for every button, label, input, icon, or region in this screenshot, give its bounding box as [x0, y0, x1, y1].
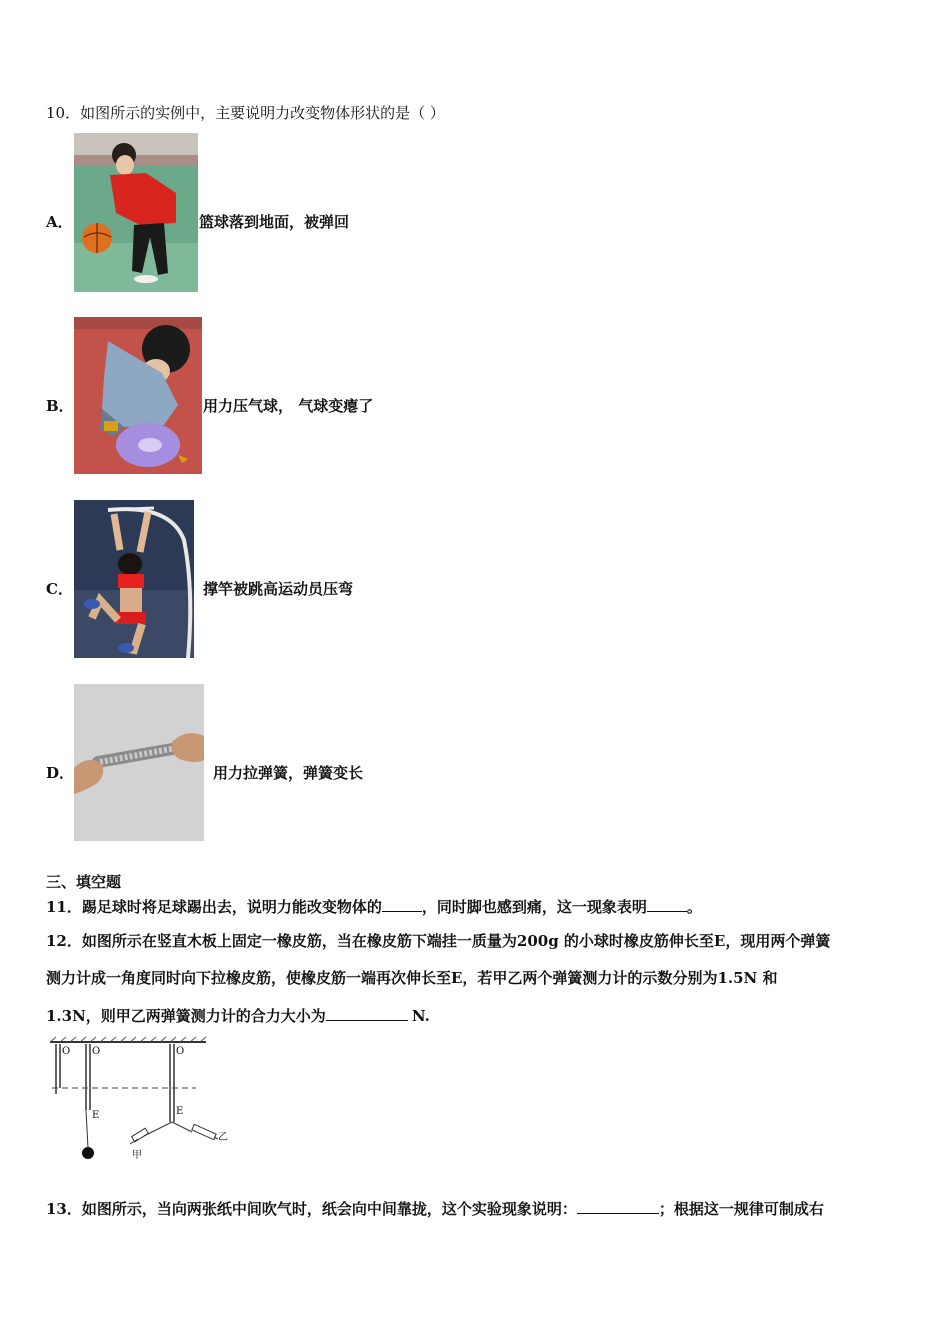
fig-label-jia: 甲 [132, 1150, 142, 1161]
q10-stem: 10．如图所示的实例中，主要说明力改变物体形状的是（ ） [46, 104, 445, 122]
rubber-band-figure [46, 1036, 236, 1164]
pole-vault-photo [74, 500, 194, 658]
section-title: 三、填空题 [46, 873, 122, 891]
balloon-photo [74, 317, 202, 474]
q13-part1: 13．如图所示，当向两张纸中间吹气时，纸会向中间靠拢，这个实验现象说明： [46, 1200, 577, 1218]
option-c-letter: C． [46, 580, 73, 598]
fig-label-o-3: O [176, 1046, 185, 1057]
q13-part2: ；根据这一规律可制成右 [658, 1200, 824, 1218]
q11-text [46, 896, 702, 917]
q12-unit: N. [411, 1007, 430, 1025]
option-a-letter: A． [46, 213, 73, 231]
q11-part3: 。 [686, 898, 702, 916]
q13-blank[interactable] [577, 1199, 659, 1214]
q12-line-1: 12．如图所示在竖直木板上固定一橡皮筋，当在橡皮筋下端挂一质量为200g 的小球时橡皮筋伸长至E，现用两个弹簧 [46, 932, 831, 950]
q11-blank-1[interactable] [382, 897, 422, 912]
q13-text [46, 1198, 824, 1219]
option-a-caption: 篮球落到地面，被弹回 [199, 213, 350, 231]
fig-label-o-2: O [92, 1046, 101, 1057]
q12-line-3-text: 1.3N，则甲乙两弹簧测力计的合力大小为 [46, 1007, 326, 1025]
option-b-caption: 用力压气球， 气球变瘪了 [203, 397, 374, 415]
q11-part2: ，同时脚也感到痛，这一现象表明 [421, 898, 647, 916]
spring-photo [74, 684, 204, 841]
fig-label-o-1: O [62, 1046, 71, 1057]
fig-label-e-1: E [92, 1110, 100, 1121]
fig-label-e-2: E [176, 1106, 184, 1117]
option-d-letter: D． [46, 764, 75, 782]
option-d-caption: 用力拉弹簧，弹簧变长 [213, 764, 364, 782]
option-b-letter: B． [46, 397, 74, 415]
q11-blank-2[interactable] [647, 897, 687, 912]
basketball-photo [74, 133, 198, 292]
q12-line-3 [46, 1005, 430, 1026]
q11-part1: 11．踢足球时将足球踢出去，说明力能改变物体的 [46, 898, 382, 916]
fig-label-yi: 乙 [218, 1132, 228, 1143]
q12-blank[interactable] [326, 1006, 408, 1021]
option-c-caption: 撑竿被跳高运动员压弯 [203, 580, 354, 598]
q12-line-2: 测力计成一角度同时向下拉橡皮筋，使橡皮筋一端再次伸长至E，若甲乙两个弹簧测力计的示数分别为1.5N 和 [46, 969, 778, 987]
